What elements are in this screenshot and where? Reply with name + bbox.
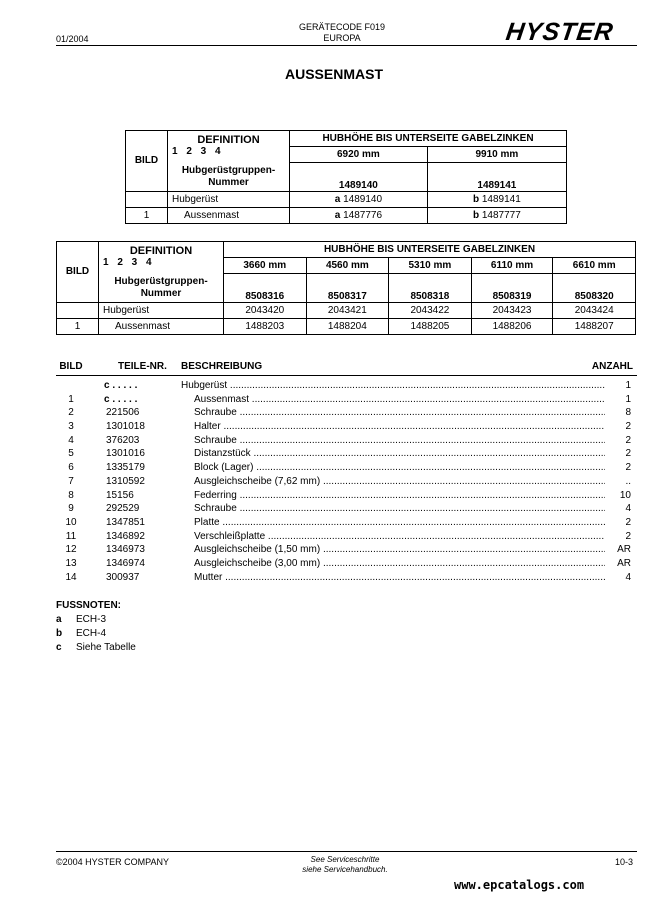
- part-quantity: 2: [625, 530, 631, 542]
- t2-r0-bild: [57, 302, 99, 318]
- header-code-line1: GERÄTECODE F019: [298, 22, 386, 32]
- table-row: [56, 434, 637, 448]
- t2-span-header: HUBHÖHE BIS UNTERSEITE GABELZINKEN: [224, 242, 636, 258]
- t2-levels: 1 2 3 4: [103, 257, 152, 268]
- part-number: 376203: [106, 434, 140, 446]
- part-bild: 11: [65, 530, 77, 542]
- t1-number-0: 1489140: [290, 163, 428, 192]
- table-row: [57, 318, 636, 334]
- part-bild: 3: [68, 421, 74, 433]
- table-row: [56, 461, 637, 475]
- part-description-text: Verschleißplatte: [194, 530, 266, 542]
- part-description-text: Federring: [194, 489, 237, 501]
- part-quantity: 1: [625, 393, 631, 405]
- footer-note: [290, 855, 400, 875]
- parts-header-bild: BILD: [59, 361, 83, 372]
- table-row: [56, 420, 637, 434]
- dot-leader: [227, 380, 605, 391]
- t1-r0-v1: [427, 191, 566, 207]
- t1-r0-bild: [126, 191, 168, 207]
- part-quantity: 2: [625, 462, 631, 474]
- t1-number-1: 1489141: [427, 163, 566, 192]
- part-description: [194, 571, 605, 585]
- part-bild: 1: [68, 393, 74, 405]
- part-description-text: Mutter: [194, 571, 223, 583]
- part-number: 1346892: [106, 530, 145, 542]
- t1-r0-m0: a: [334, 193, 341, 205]
- header-rule: [56, 45, 637, 46]
- table-row: [56, 516, 637, 530]
- part-quantity: 2: [625, 448, 631, 460]
- part-bild: 12: [65, 544, 77, 556]
- part-description-text: Hubgerüst: [181, 380, 228, 391]
- footnote-label: a: [56, 614, 62, 625]
- t2-r0-v2: 2043422: [389, 302, 472, 318]
- part-description-text: Ausgleichscheibe (1,50 mm): [194, 544, 321, 556]
- t2-r1-v2: 1488205: [389, 318, 472, 334]
- part-bild: 2: [68, 407, 74, 419]
- part-quantity: AR: [617, 544, 631, 556]
- parts-body: [56, 379, 637, 584]
- t2-height-3: 6110 mm: [471, 258, 553, 274]
- part-number: c . . . . .: [104, 393, 138, 405]
- part-description-text: Ausgleichscheibe (3,00 mm): [194, 557, 321, 569]
- watermark: www.epcatalogs.com: [454, 878, 585, 892]
- footer-rule: [56, 851, 637, 852]
- part-quantity: 2: [625, 421, 631, 433]
- t1-r1-bild: 1: [126, 207, 168, 223]
- t2-definition-label: DEFINITION: [129, 245, 193, 257]
- part-bild: 9: [68, 503, 74, 515]
- part-description: [194, 406, 605, 420]
- t2-r1-name: Aussenmast: [99, 318, 224, 334]
- footer-note-line1: See Serviceschritte: [310, 855, 380, 864]
- parts-list: [56, 360, 637, 374]
- t2-height-1: 4560 mm: [306, 258, 389, 274]
- t2-height-0: 3660 mm: [224, 258, 307, 274]
- t1-r1-m1: b: [472, 209, 480, 221]
- table-row: [57, 302, 636, 318]
- part-quantity: 4: [625, 571, 631, 583]
- part-description: [194, 502, 605, 516]
- table-row: [56, 530, 637, 544]
- part-description: [194, 393, 605, 407]
- t1-definition-label: DEFINITION: [197, 134, 260, 146]
- part-bild: 5: [68, 448, 74, 460]
- table-row: [56, 475, 637, 489]
- part-quantity: 8: [625, 407, 631, 419]
- dot-leader: [253, 462, 605, 473]
- t1-r1-val1: 1487777: [481, 209, 521, 221]
- part-quantity: 1: [625, 380, 631, 391]
- t1-height-0: 6920 mm: [290, 147, 428, 163]
- dot-leader: [320, 476, 605, 487]
- footnotes-title: FUSSNOTEN:: [56, 600, 121, 611]
- part-description-text: Block (Lager): [194, 462, 254, 474]
- part-description: [194, 447, 605, 461]
- part-number: 15156: [106, 489, 134, 501]
- t2-r1-v1: 1488204: [306, 318, 389, 334]
- dot-leader: [265, 531, 605, 542]
- footnote-text: ECH-4: [76, 628, 107, 639]
- height-table-1: [125, 130, 567, 224]
- t2-bild-header: BILD: [57, 242, 99, 303]
- table-row: [126, 191, 567, 207]
- t2-definition-cell: [99, 242, 224, 274]
- table-row: [56, 502, 637, 516]
- t1-definition-cell: [168, 131, 290, 163]
- part-number: 1347851: [106, 516, 145, 528]
- part-number: 1335179: [106, 462, 145, 474]
- table-row: [56, 406, 637, 420]
- parts-header-rule: [56, 375, 637, 376]
- t1-r1-v0: [290, 207, 428, 223]
- part-number: c . . . . .: [104, 380, 138, 391]
- t2-r1-bild: 1: [57, 318, 99, 334]
- part-number: 1310592: [106, 475, 145, 487]
- part-bild: 10: [65, 516, 77, 528]
- t2-height-4: 6610 mm: [553, 258, 636, 274]
- table-row: [56, 379, 637, 393]
- part-description-text: Aussenmast: [194, 393, 250, 405]
- part-description-text: Ausgleichscheibe (7,62 mm): [194, 475, 321, 487]
- part-number: 300937: [106, 571, 140, 583]
- t1-r0-name: Hubgerüst: [168, 191, 290, 207]
- dot-leader: [320, 558, 605, 569]
- part-number: 221506: [106, 407, 140, 419]
- table-row: [56, 571, 637, 585]
- part-description: [194, 557, 605, 571]
- t2-r0-v1: 2043421: [306, 302, 389, 318]
- part-quantity: 4: [625, 503, 631, 515]
- header-code: [282, 22, 402, 44]
- t2-group-label: Hubgerüstgruppen-Nummer: [99, 274, 224, 303]
- table-row: [56, 447, 637, 461]
- table-row: [56, 543, 637, 557]
- part-quantity: 2: [625, 516, 631, 528]
- t2-number-2: 8508318: [389, 274, 472, 303]
- part-bild: 7: [68, 475, 74, 487]
- t1-span-header: HUBHÖHE BIS UNTERSEITE GABELZINKEN: [290, 131, 567, 147]
- t2-r0-v0: 2043420: [224, 302, 307, 318]
- footnote-item: [56, 641, 136, 655]
- t2-r0-name: Hubgerüst: [99, 302, 224, 318]
- t1-r1-name: Aussenmast: [168, 207, 290, 223]
- t1-height-1: 9910 mm: [427, 147, 566, 163]
- footnote-item: [56, 627, 136, 641]
- footnote-label: c: [56, 642, 62, 653]
- t1-r1-v1: [427, 207, 566, 223]
- table-row: [56, 557, 637, 571]
- t1-r1-m0: a: [334, 209, 341, 221]
- part-description-text: Platte: [194, 516, 220, 528]
- part-description: [194, 543, 605, 557]
- dot-leader: [237, 490, 605, 501]
- t1-levels: 1 2 3 4: [172, 146, 221, 157]
- t2-number-4: 8508320: [553, 274, 636, 303]
- part-description: [194, 516, 605, 530]
- brand-logo: HYSTER: [504, 18, 616, 46]
- part-number: 1346973: [106, 544, 145, 556]
- t1-group-label: Hubgerüstgruppen-Nummer: [168, 163, 290, 192]
- dot-leader: [222, 572, 605, 583]
- header-code-line2: EUROPA: [323, 33, 361, 43]
- header-date: 01/2004: [56, 34, 89, 44]
- dot-leader: [237, 503, 605, 514]
- part-number: 1301016: [106, 448, 145, 460]
- part-number: 1346974: [106, 557, 145, 569]
- footnotes: [56, 599, 136, 655]
- footnote-label: b: [56, 628, 63, 639]
- page-number: 10-3: [615, 857, 634, 867]
- t1-r0-val1: 1489141: [481, 193, 521, 205]
- part-bild: 13: [65, 557, 77, 569]
- t2-r0-v3: 2043423: [471, 302, 553, 318]
- part-quantity: ..: [625, 475, 631, 487]
- t2-r1-v4: 1488207: [553, 318, 636, 334]
- t1-r0-v0: [290, 191, 428, 207]
- part-bild: 8: [68, 489, 74, 501]
- part-quantity: 2: [625, 434, 631, 446]
- table-row: [56, 489, 637, 503]
- dot-leader: [249, 394, 605, 405]
- dot-leader: [237, 407, 605, 418]
- dot-leader: [221, 421, 605, 432]
- footnote-item: [56, 613, 136, 627]
- t2-r0-v4: 2043424: [553, 302, 636, 318]
- t2-r1-v0: 1488203: [224, 318, 307, 334]
- part-quantity: 10: [619, 489, 631, 501]
- part-description: [194, 489, 605, 503]
- t2-r1-v3: 1488206: [471, 318, 553, 334]
- table-row: [126, 207, 567, 223]
- parts-header-row: [56, 360, 637, 374]
- dot-leader: [320, 544, 605, 555]
- t2-number-3: 8508319: [471, 274, 553, 303]
- t2-number-1: 8508317: [306, 274, 389, 303]
- part-number: 292529: [106, 503, 140, 515]
- part-bild: 4: [68, 434, 74, 446]
- part-bild: 14: [65, 571, 77, 583]
- parts-header-desc: BESCHREIBUNG: [181, 361, 263, 372]
- t1-r1-val0: 1487776: [343, 209, 383, 221]
- part-description: [194, 434, 605, 448]
- dot-leader: [237, 435, 605, 446]
- t1-r0-m1: b: [472, 193, 480, 205]
- parts-header-qty: ANZAHL: [591, 361, 633, 372]
- t2-number-0: 8508316: [224, 274, 307, 303]
- part-description-text: Distanzstück: [194, 448, 251, 460]
- dot-leader: [220, 517, 605, 528]
- footer-note-line2: siehe Servicehandbuch.: [302, 865, 388, 874]
- footer-copyright: ©2004 HYSTER COMPANY: [56, 857, 169, 867]
- t1-bild-header: BILD: [126, 131, 168, 192]
- part-number: 1301018: [106, 421, 145, 433]
- part-description-text: Halter: [194, 421, 221, 433]
- part-description: [194, 461, 605, 475]
- part-description-text: Schraube: [194, 503, 237, 515]
- height-table-2: [56, 241, 636, 335]
- t2-height-2: 5310 mm: [389, 258, 472, 274]
- part-description: [194, 420, 605, 434]
- part-quantity: AR: [617, 557, 631, 569]
- table-row: [56, 393, 637, 407]
- footnote-text: ECH-3: [76, 614, 107, 625]
- part-bild: 6: [68, 462, 74, 474]
- part-description-text: Schraube: [194, 434, 237, 446]
- dot-leader: [251, 448, 605, 459]
- footnote-text: Siehe Tabelle: [76, 642, 136, 653]
- parts-header-teil: TEILE-NR.: [118, 361, 167, 372]
- part-description: [194, 475, 605, 489]
- part-description: [194, 530, 605, 544]
- part-description: [181, 379, 605, 393]
- t1-r0-val0: 1489140: [343, 193, 383, 205]
- part-description-text: Schraube: [194, 407, 237, 419]
- page-title: AUSSENMAST: [284, 66, 383, 82]
